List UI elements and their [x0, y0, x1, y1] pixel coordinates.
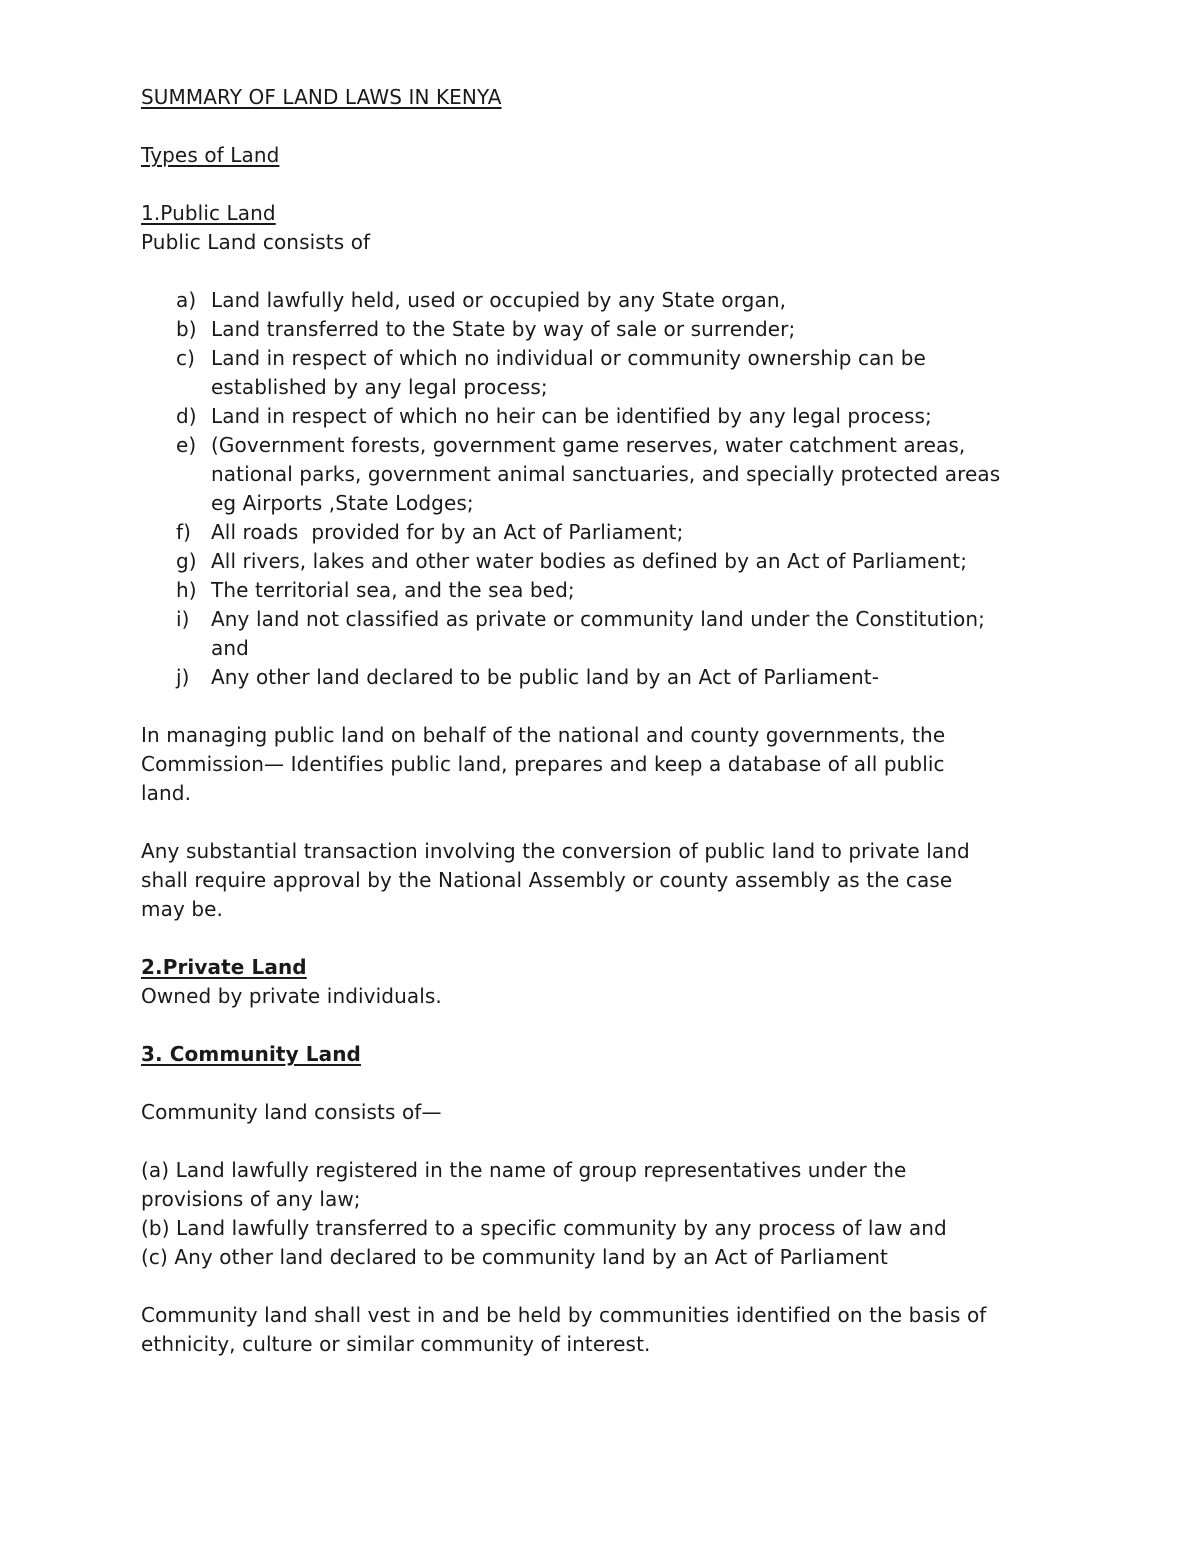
paragraph-line: land. [141, 781, 192, 805]
public-land-list [141, 286, 1071, 692]
list-item-text: Any land not classified as private or community land under the Constitution; [211, 607, 985, 631]
list-item [141, 663, 1071, 692]
list-item-text: All roads provided for by an Act of Parliament; [211, 520, 684, 544]
list-marker: j) [176, 665, 190, 689]
list-item [141, 286, 1071, 315]
list-item-text: Land transferred to the State by way of sale or surrender; [211, 317, 796, 341]
paragraph-line: may be. [141, 897, 223, 921]
list-item-text: The territorial sea, and the sea bed; [211, 578, 575, 602]
community-item-a-cont: provisions of any law; [141, 1187, 361, 1211]
list-marker: b) [176, 317, 197, 341]
list-item-text: Any other land declared to be public land by an Act of Parliament- [211, 665, 880, 689]
private-land-text: Owned by private individuals. [141, 984, 442, 1008]
list-item [141, 402, 1071, 431]
paragraph-line: Any substantial transaction involving the conversion of public land to private land [141, 839, 970, 863]
list-marker: f) [176, 520, 192, 544]
list-marker: h) [176, 578, 197, 602]
conversion-paragraph [141, 837, 1071, 924]
list-marker: d) [176, 404, 197, 428]
list-item-text: eg Airports ,State Lodges; [211, 491, 474, 515]
community-land-heading: 3. Community Land [141, 1042, 361, 1066]
list-marker: c) [176, 346, 195, 370]
list-item-text: All rivers, lakes and other water bodies as defined by an Act of Parliament; [211, 549, 968, 573]
community-closing-line: ethnicity, culture or similar community of interest. [141, 1332, 651, 1356]
list-item [141, 605, 1071, 663]
list-item-text: Land in respect of which no individual or community ownership can be [211, 346, 926, 370]
list-item [141, 576, 1071, 605]
community-item-c: (c) Any other land declared to be community land by an Act of Parliament [141, 1245, 888, 1269]
list-item [141, 431, 1071, 518]
community-item-a: (a) Land lawfully registered in the name of group representatives under the [141, 1158, 907, 1182]
public-land-heading: 1.Public Land [141, 201, 276, 225]
public-land-intro: Public Land consists of [141, 230, 371, 254]
community-item-b: (b) Land lawfully transferred to a specific community by any process of law and [141, 1216, 947, 1240]
list-marker: a) [176, 288, 197, 312]
list-marker: e) [176, 433, 197, 457]
community-closing-line: Community land shall vest in and be held by communities identified on the basis of [141, 1303, 987, 1327]
paragraph-line: In managing public land on behalf of the national and county governments, the [141, 723, 946, 747]
community-land-intro: Community land consists of— [141, 1100, 442, 1124]
list-marker: g) [176, 549, 197, 573]
paragraph-line: Commission— Identifies public land, prepares and keep a database of all public [141, 752, 945, 776]
list-item-text: (Government forests, government game reserves, water catchment areas, [211, 433, 966, 457]
list-item [141, 547, 1071, 576]
list-item-text: and [211, 636, 249, 660]
list-marker: i) [176, 607, 190, 631]
private-land-heading: 2.Private Land [141, 955, 307, 979]
list-item-text: Land lawfully held, used or occupied by any State organ, [211, 288, 787, 312]
list-item [141, 344, 1071, 402]
document-body [141, 83, 1071, 1359]
list-item [141, 518, 1071, 547]
list-item-text: Land in respect of which no heir can be identified by any legal process; [211, 404, 932, 428]
public-management-paragraph [141, 721, 1071, 808]
list-item-text: established by any legal process; [211, 375, 548, 399]
types-heading: Types of Land [141, 143, 280, 167]
paragraph-line: shall require approval by the National Assembly or county assembly as the case [141, 868, 953, 892]
list-item-text: national parks, government animal sanctuaries, and specially protected areas [211, 462, 1001, 486]
list-item [141, 315, 1071, 344]
document-title: SUMMARY OF LAND LAWS IN KENYA [141, 85, 502, 109]
